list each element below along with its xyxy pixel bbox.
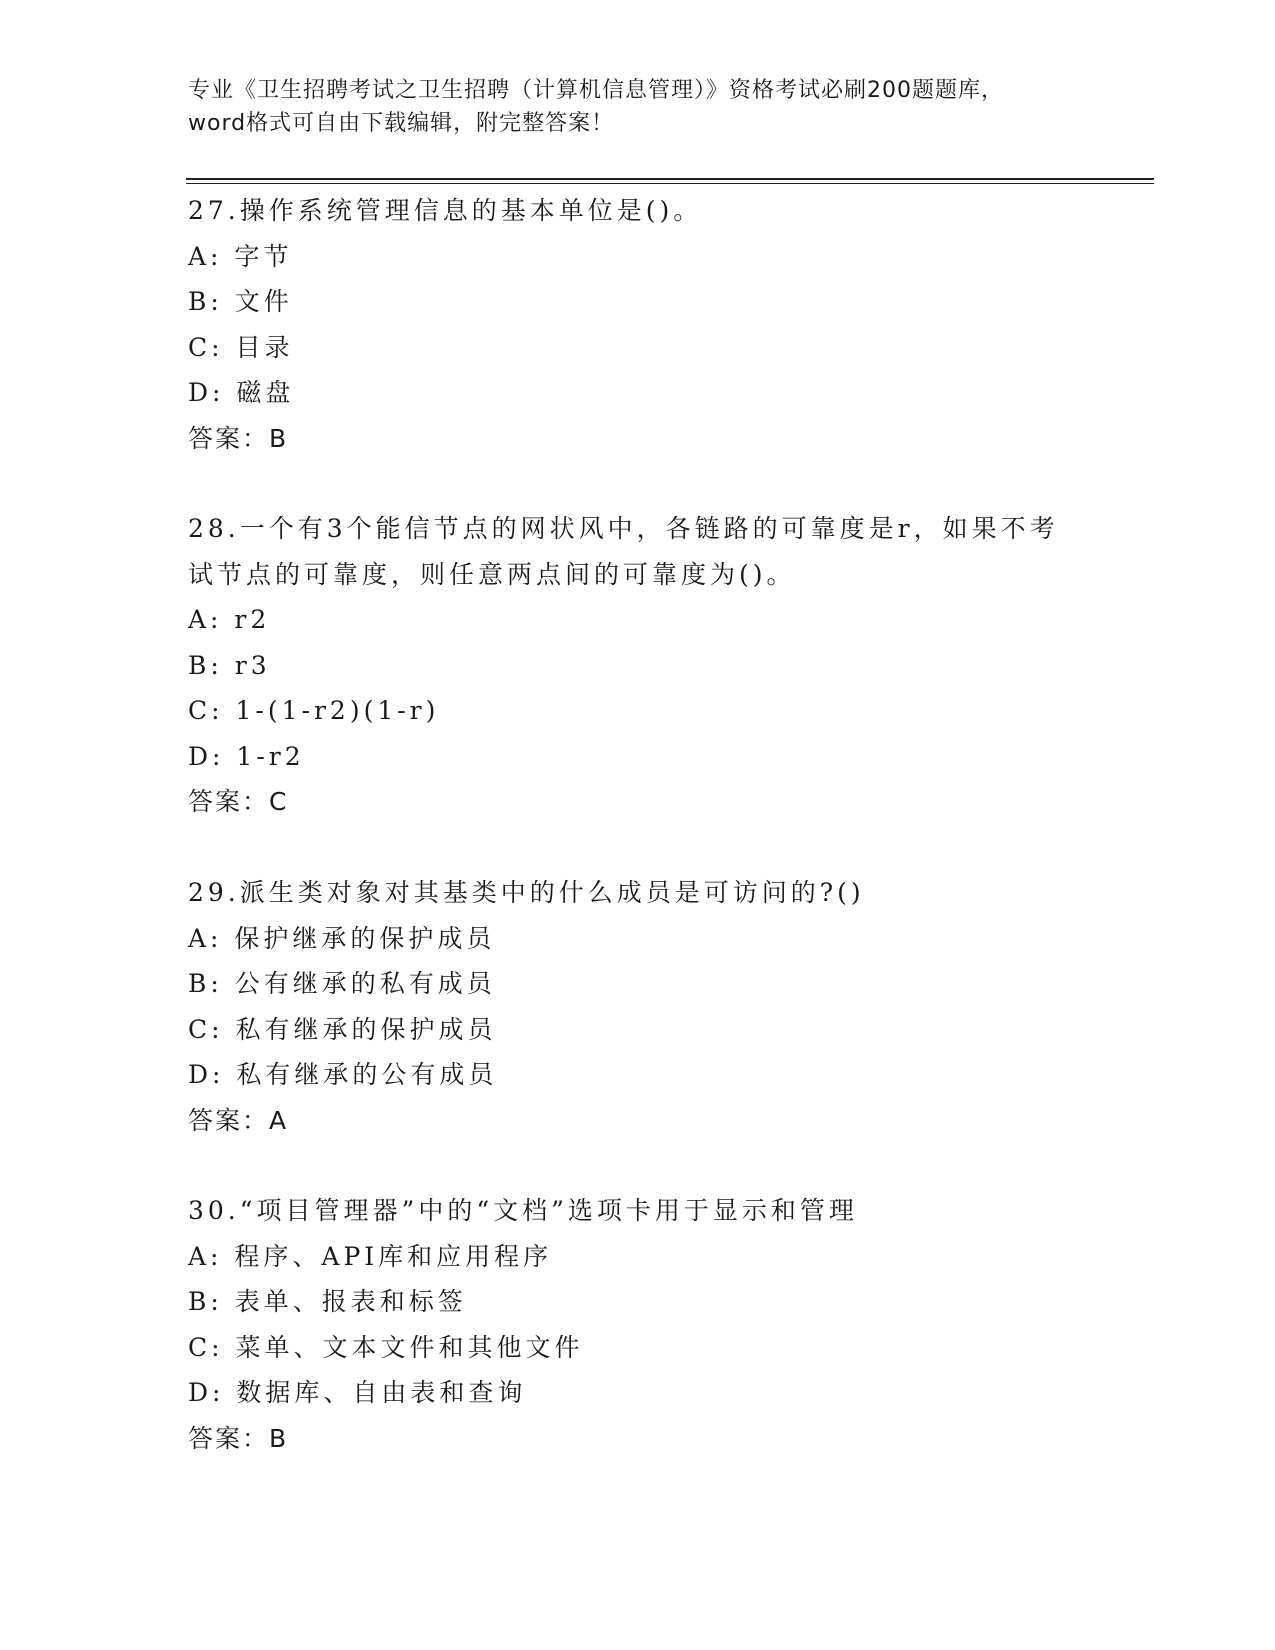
header-line-2: word格式可自由下载编辑，附完整答案！ xyxy=(188,111,615,136)
option-a: A: 保护继承的保护成员 xyxy=(188,923,496,953)
answer-label: 答案：C xyxy=(188,787,289,816)
option-d: D: 1-r2 xyxy=(188,741,305,771)
option-b: B: r3 xyxy=(188,650,271,680)
answer-label: 答案：B xyxy=(188,423,289,453)
option-a: A: r2 xyxy=(188,605,271,634)
header-divider-thick xyxy=(186,178,1154,180)
question-stem: 27.操作系统管理信息的基本单位是()。 xyxy=(188,196,703,225)
question-stem: 28.一个有3个能信节点的网状风中，各链路的可靠度是r，如果不考 xyxy=(188,514,1059,543)
header-line-1: 专业《卫生招聘考试之卫生招聘（计算机信息管理）》资格考试必刷200题题库， xyxy=(188,78,1004,103)
option-d: D: 私有继承的公有成员 xyxy=(188,1060,498,1089)
option-d: D: 磁盘 xyxy=(188,378,295,407)
question-stem: 29.派生类对象对其基类中的什么成员是可访问的?() xyxy=(188,878,865,907)
option-c: C: 1-(1-r2)(1-r) xyxy=(188,696,440,725)
document-header xyxy=(188,74,1088,140)
question-stem-continued: 试节点的可靠度，则任意两点间的可靠度为()。 xyxy=(188,559,796,589)
option-b: B: 公有继承的私有成员 xyxy=(188,969,496,998)
question-29 xyxy=(188,870,1088,1143)
option-b: B: 文件 xyxy=(188,287,293,316)
option-a: A: 程序、API库和应用程序 xyxy=(188,1241,553,1271)
answer-label: 答案：B xyxy=(188,1423,289,1453)
option-c: C: 目录 xyxy=(188,332,294,362)
question-30 xyxy=(188,1188,1088,1461)
question-stem: 30.“项目管理器”中的“文档”选项卡用于显示和管理 xyxy=(188,1196,858,1225)
option-a: A: 字节 xyxy=(188,241,293,271)
question-28 xyxy=(188,506,1088,825)
option-c: C: 菜单、文本文件和其他文件 xyxy=(188,1332,584,1362)
option-b: B: 表单、报表和标签 xyxy=(188,1287,467,1316)
question-27 xyxy=(188,188,1088,461)
option-d: D: 数据库、自由表和查询 xyxy=(188,1378,527,1407)
option-c: C: 私有继承的保护成员 xyxy=(188,1014,497,1044)
header-divider-thin xyxy=(186,183,1154,184)
answer-label: 答案：A xyxy=(188,1105,289,1135)
